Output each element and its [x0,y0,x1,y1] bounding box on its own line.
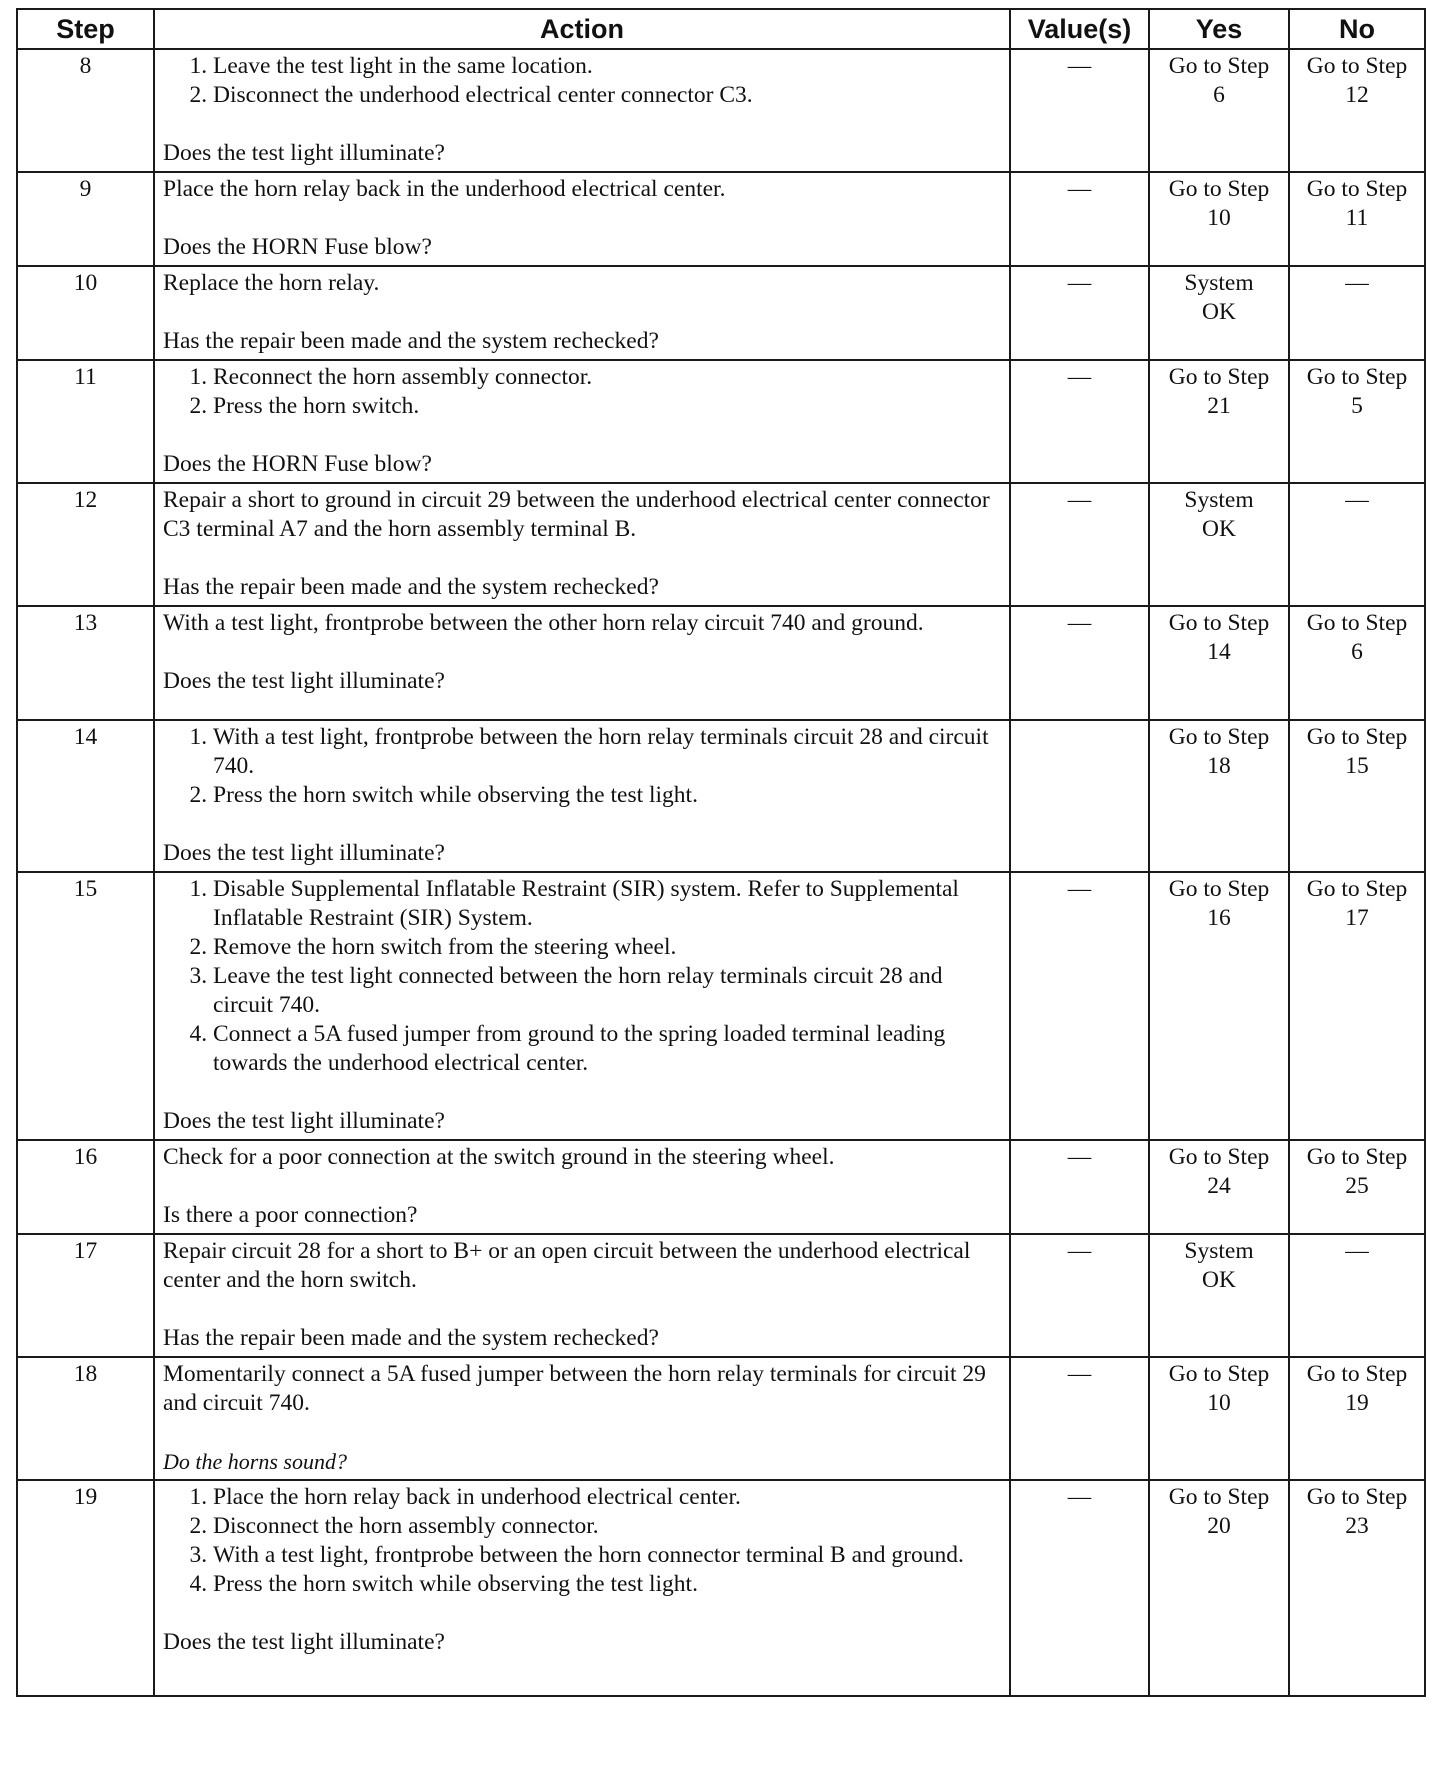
no-cell [1289,266,1425,360]
no-line1: — [1345,487,1369,513]
no-line1: — [1345,270,1369,296]
no-cell [1289,606,1425,720]
table-row [17,266,1425,360]
no-line1: Go to Step [1306,1144,1408,1170]
yes-cell [1149,1480,1289,1696]
step-number [17,606,154,720]
action-question: Does the test light illuminate? [163,1629,445,1655]
step-number-text: 14 [73,724,98,750]
value-cell [1010,483,1149,606]
table-row [17,49,1425,172]
action-cell [154,266,1010,360]
no-cell [1289,360,1425,483]
yes-cell [1149,49,1289,172]
value-cell [1010,606,1149,720]
no-line1: Go to Step [1306,876,1408,902]
action-question: Does the HORN Fuse blow? [163,451,432,477]
action-question: Is there a poor connection? [163,1202,418,1228]
value-cell [1010,172,1149,266]
table-row [17,872,1425,1140]
step-number [17,720,154,872]
no-line2: 12 [1345,82,1369,108]
action-steps-list [163,723,1001,810]
action-cell [154,872,1010,1140]
no-line2: 25 [1345,1173,1369,1199]
step-number [17,49,154,172]
yes-line1: Go to Step [1168,176,1270,202]
action-steps-list [163,363,1001,421]
no-line1: Go to Step [1306,53,1408,79]
action-text: Check for a poor connection at the switch ground in the steering wheel. [163,1144,835,1170]
yes-cell [1149,1357,1289,1480]
action-steps-list [163,1483,1001,1599]
action-step-item: 4. Connect a 5A fused jumper from ground to the spring loaded terminal leading towards the underhood electrical center. [213,1020,1001,1078]
yes-line2: 24 [1207,1173,1231,1199]
yes-line2: OK [1202,1267,1236,1293]
value-text: — [1067,270,1092,296]
table-row [17,360,1425,483]
no-line2: 17 [1345,905,1369,931]
table-row [17,1234,1425,1357]
yes-cell [1149,720,1289,872]
action-cell [154,1140,1010,1234]
value-cell [1010,1140,1149,1234]
yes-line1: System [1184,1238,1254,1264]
step-number-text: 17 [73,1238,98,1264]
action-text: Momentarily connect a 5A fused jumper between the horn relay terminals for circuit 29 and circuit 740. [163,1361,986,1416]
value-cell [1010,1234,1149,1357]
value-cell [1010,360,1149,483]
step-number-text: 11 [74,364,97,390]
diagnostic-table [16,8,1426,1697]
yes-cell [1149,172,1289,266]
header-no: No [1289,9,1425,49]
header-yes: Yes [1149,9,1289,49]
action-step-item: 3. With a test light, frontprobe between the horn connector terminal B and ground. [213,1541,1001,1570]
step-number [17,360,154,483]
table-row [17,483,1425,606]
yes-line1: Go to Step [1168,1144,1270,1170]
action-steps-list [163,52,1001,110]
action-text: With a test light, frontprobe between the other horn relay circuit 740 and ground. [163,610,924,636]
yes-line2: 10 [1207,1390,1231,1416]
no-cell [1289,49,1425,172]
action-text: Replace the horn relay. [163,270,380,296]
action-steps-list [163,875,1001,1078]
step-number [17,483,154,606]
no-line2: 11 [1345,205,1369,231]
action-question: Do the horns sound? [163,1449,347,1474]
action-text: Place the horn relay back in the underhood electrical center. [163,176,726,202]
action-question: Does the test light illuminate? [163,668,445,694]
action-step-item: 1. Disable Supplemental Inflatable Restraint (SIR) system. Refer to Supplemental Inflatable Restraint (SIR) System. [213,875,1001,933]
no-cell [1289,872,1425,1140]
action-cell [154,1480,1010,1696]
action-text: Repair circuit 28 for a short to B+ or an open circuit between the underhood electrical center and the horn switch. [163,1238,971,1293]
step-number-text: 19 [73,1484,98,1510]
no-cell [1289,1234,1425,1357]
step-number-text: 12 [73,487,98,513]
no-line2: 23 [1345,1513,1369,1539]
value-text: — [1067,487,1092,513]
value-cell [1010,872,1149,1140]
yes-line2: 20 [1207,1513,1231,1539]
action-question: Does the test light illuminate? [163,140,445,166]
action-step-item: 1. With a test light, frontprobe between the horn relay terminals circuit 28 and circuit 740. [213,723,1001,781]
action-question: Does the test light illuminate? [163,1108,445,1134]
yes-line1: Go to Step [1168,724,1270,750]
table-row [17,1357,1425,1480]
yes-cell [1149,1140,1289,1234]
step-number-text: 8 [79,53,92,79]
yes-line1: System [1184,487,1254,513]
step-number-text: 18 [73,1361,98,1387]
no-line1: Go to Step [1306,1361,1408,1387]
yes-cell [1149,1234,1289,1357]
step-number [17,172,154,266]
action-step-item: 1. Leave the test light in the same location. [213,52,1001,81]
no-line1: Go to Step [1306,176,1408,202]
table-row [17,606,1425,720]
step-number-text: 15 [73,876,98,902]
action-step-item: 1. Place the horn relay back in underhood electrical center. [213,1483,1001,1512]
step-number-text: 9 [79,176,92,202]
action-question: Does the HORN Fuse blow? [163,234,432,260]
value-text: — [1067,1144,1092,1170]
no-line2: 19 [1345,1390,1369,1416]
no-cell [1289,483,1425,606]
yes-cell [1149,360,1289,483]
no-line1: Go to Step [1306,610,1408,636]
value-cell [1010,1480,1149,1696]
action-cell [154,360,1010,483]
table-body [17,49,1425,1696]
yes-cell [1149,872,1289,1140]
value-text: — [1067,1361,1092,1387]
step-number [17,872,154,1140]
yes-line1: Go to Step [1168,610,1270,636]
action-cell [154,1357,1010,1480]
value-text: — [1067,1484,1092,1510]
header-row [17,9,1425,49]
step-number-text: 10 [73,270,98,296]
value-cell [1010,720,1149,872]
action-step-item: 2. Press the horn switch. [213,392,1001,421]
action-step-item: 1. Reconnect the horn assembly connector. [213,363,1001,392]
step-number [17,1234,154,1357]
action-cell [154,49,1010,172]
value-text: — [1067,53,1092,79]
step-number [17,266,154,360]
yes-line1: Go to Step [1168,53,1270,79]
no-line1: Go to Step [1306,724,1408,750]
yes-cell [1149,606,1289,720]
no-line2: 6 [1351,639,1363,665]
yes-line1: Go to Step [1168,876,1270,902]
action-step-item: 2. Press the horn switch while observing the test light. [213,781,1001,810]
yes-line1: System [1184,270,1254,296]
action-question: Does the test light illuminate? [163,840,445,866]
yes-cell [1149,266,1289,360]
header-step: Step [17,9,154,49]
value-cell [1010,49,1149,172]
no-cell [1289,1480,1425,1696]
step-number-text: 16 [73,1144,98,1170]
no-line1: Go to Step [1306,1484,1408,1510]
yes-cell [1149,483,1289,606]
yes-line2: 21 [1207,393,1231,419]
step-number [17,1140,154,1234]
action-step-item: 4. Press the horn switch while observing the test light. [213,1570,1001,1599]
action-cell [154,483,1010,606]
action-question: Has the repair been made and the system rechecked? [163,1325,659,1351]
action-step-item: 2. Disconnect the horn assembly connector. [213,1512,1001,1541]
no-cell [1289,172,1425,266]
yes-line1: Go to Step [1168,1361,1270,1387]
no-cell [1289,1140,1425,1234]
yes-line2: OK [1202,299,1236,325]
yes-line1: Go to Step [1168,364,1270,390]
value-text: — [1067,176,1092,202]
action-question: Has the repair been made and the system rechecked? [163,574,659,600]
step-number [17,1357,154,1480]
table-row [17,720,1425,872]
no-line1: — [1345,1238,1369,1264]
page [16,8,1424,1697]
action-step-item: 2. Remove the horn switch from the steering wheel. [213,933,1001,962]
action-question: Has the repair been made and the system rechecked? [163,328,659,354]
step-number [17,1480,154,1696]
table-row [17,1140,1425,1234]
header-values: Value(s) [1010,9,1149,49]
header-action: Action [154,9,1010,49]
action-text: Repair a short to ground in circuit 29 between the underhood electrical center connector C3 terminal A7 and the horn assembly terminal B. [163,487,990,542]
yes-line2: 6 [1213,82,1225,108]
value-cell [1010,1357,1149,1480]
value-text: — [1067,1238,1092,1264]
yes-line2: 10 [1207,205,1231,231]
table-row [17,172,1425,266]
action-cell [154,172,1010,266]
no-line2: 5 [1351,393,1363,419]
no-cell [1289,720,1425,872]
yes-line2: OK [1202,516,1236,542]
action-step-item: 3. Leave the test light connected between the horn relay terminals circuit 28 and circuit 740. [213,962,1001,1020]
value-text: — [1067,610,1092,636]
yes-line2: 18 [1207,753,1231,779]
value-text: — [1067,364,1092,390]
yes-line2: 14 [1207,639,1231,665]
yes-line2: 16 [1207,905,1231,931]
action-cell [154,606,1010,720]
yes-line1: Go to Step [1168,1484,1270,1510]
value-text: — [1067,876,1092,902]
value-cell [1010,266,1149,360]
no-line1: Go to Step [1306,364,1408,390]
action-step-item: 2. Disconnect the underhood electrical center connector C3. [213,81,1001,110]
action-cell [154,720,1010,872]
table-row [17,1480,1425,1696]
no-cell [1289,1357,1425,1480]
no-line2: 15 [1345,753,1369,779]
step-number-text: 13 [73,610,98,636]
action-cell [154,1234,1010,1357]
